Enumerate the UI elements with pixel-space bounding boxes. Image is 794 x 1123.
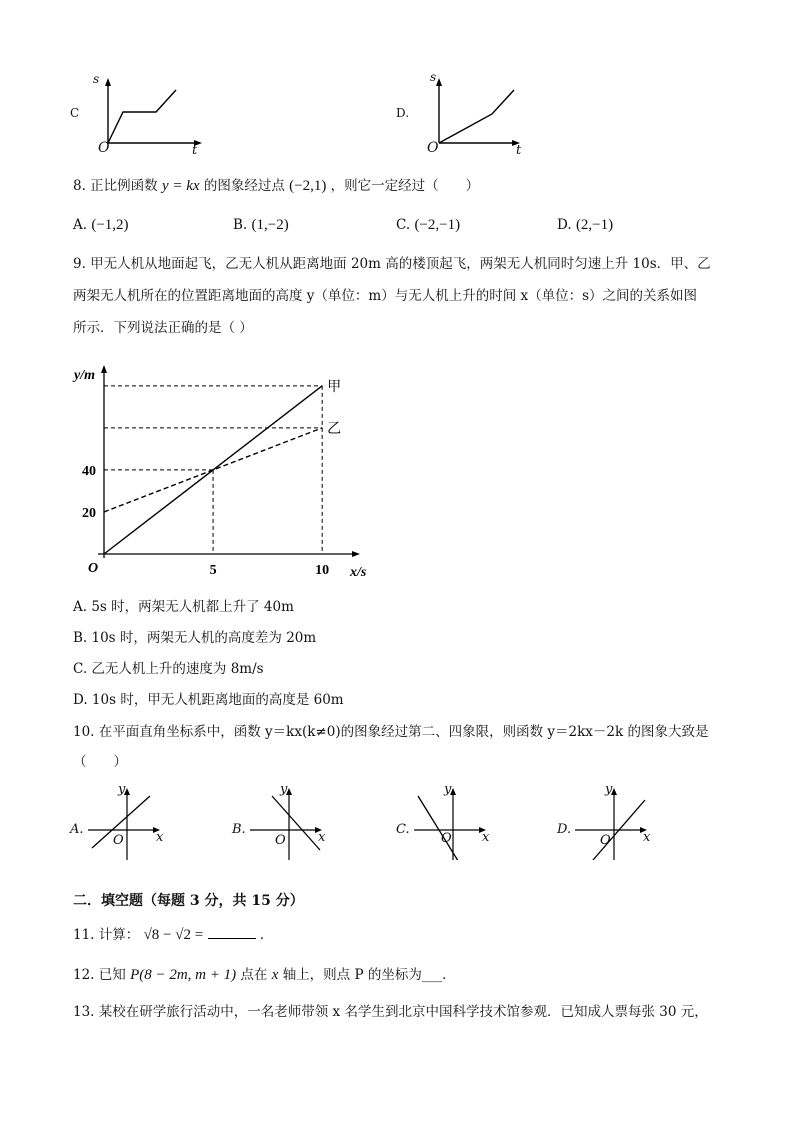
graph-d-xaxis: t [516, 143, 522, 158]
q8-option-b[interactable] [233, 217, 289, 234]
q8-option-d[interactable] [557, 217, 613, 234]
q12 [73, 966, 456, 984]
origin-label: O [88, 561, 99, 576]
q10-origin-label: O [441, 831, 452, 846]
q10-x-label: x [318, 830, 326, 845]
q9-line-3: 所示．下列说法正确的是（ ） [73, 320, 253, 336]
q12-axis: x [271, 967, 279, 983]
y-tick-label: 40 [82, 463, 96, 479]
graph-c-origin: O [98, 140, 110, 156]
q10-x-label: x [482, 830, 490, 845]
q12-suffix: 轴上，则点 P 的坐标为___． [282, 967, 456, 983]
q9-line-1: 9. 甲无人机从地面起飞，乙无人机从距离地面 20m 高的楼顶起飞，两架无人机同时匀速上升 10s．甲、乙 [73, 256, 711, 272]
q12-point: P(8 − 2m, m + 1) [130, 967, 237, 983]
q11 [73, 926, 273, 944]
q10-option-letter: B. [232, 822, 246, 837]
q8-stem [73, 177, 479, 195]
graph-c-xaxis: t [192, 143, 198, 158]
q10-x-label: x [643, 830, 651, 845]
graph-d [396, 70, 546, 160]
q13-line-1: 13. 某校在研学旅行活动中，一名老师带领 x 名学生到北京中国科学技术馆参观．已知成人票每张 30 元， [73, 1004, 708, 1020]
q8-point: (−2,1) [289, 178, 327, 194]
q10-option-a[interactable] [70, 780, 180, 860]
q8-option-c[interactable] [396, 217, 460, 234]
q11-expr: √8 − √2 = [143, 927, 204, 943]
q8-option-value: (2,−1) [575, 217, 614, 233]
q11-blank[interactable] [208, 926, 256, 939]
q10-y-label: y [118, 782, 126, 797]
q12-mid: 点在 [240, 967, 268, 983]
q8-option-letter: D. [557, 217, 572, 233]
q9-option-d[interactable]: D. 10s 时，甲无人机距离地面的高度是 60m [73, 692, 344, 708]
q10-line-2: （ ） [73, 754, 127, 770]
q10-option-letter: D. [557, 822, 572, 837]
q12-prefix: 12. 已知 [73, 967, 126, 983]
graph-c [68, 70, 218, 160]
q8-option-a[interactable] [73, 217, 129, 234]
graph-d-origin: O [427, 140, 439, 156]
q11-suffix: ． [259, 927, 274, 943]
q10-y-label: y [280, 782, 288, 797]
graph-d-svg [396, 70, 546, 160]
q8-option-letter: C. [396, 217, 411, 233]
q10-option-letter: A. [70, 822, 84, 837]
q8-suffix: ，则它一定经过（ ） [330, 178, 480, 194]
q10-line-1: 10. 在平面直角坐标系中，函数 y＝kx(k≠0)的图象经过第二、四象限，则函数 y＝2kx－2k 的图象大致是 [73, 724, 709, 740]
q9-option-a[interactable]: A. 5s 时，两架无人机都上升了 40m [73, 599, 294, 615]
y-axis-arrow [101, 365, 107, 373]
q10-origin-label: O [600, 833, 611, 848]
q9-option-b[interactable]: B. 10s 时，两架无人机的高度差为 20m [73, 630, 317, 646]
graph-d-yaxis: s [430, 70, 437, 84]
q10-option-b[interactable] [232, 780, 342, 860]
series-label-乙: 乙 [327, 421, 342, 437]
q11-prefix: 11. 计算： [73, 927, 140, 943]
graph-c-yaxis: s [93, 72, 100, 86]
q8-func: y = kx [161, 178, 200, 194]
q9-line-2: 两架无人机所在的位置距离地面的高度 y（单位：m）与无人机上升的时间 x（单位：s）之间的关系如图 [73, 288, 698, 304]
q8-option-value: (−1,2) [91, 217, 129, 233]
x-tick-label: 5 [209, 563, 217, 578]
y-tick-label: 20 [82, 505, 96, 521]
x-tick-label: 10 [315, 563, 330, 578]
q10-option-letter: C. [396, 822, 410, 837]
graph-c-letter: C [70, 106, 80, 120]
q8-option-letter: B. [233, 217, 248, 233]
q10-option-d[interactable] [557, 780, 667, 860]
q10-option-c[interactable] [396, 780, 506, 860]
q8-option-value: (−2,−1) [414, 217, 461, 233]
q8-mid: 的图象经过点 [203, 178, 285, 194]
q10-y-label: y [444, 782, 452, 797]
y-axis-label: y/m [74, 368, 95, 383]
series-label-甲: 甲 [327, 379, 342, 395]
q10-x-label: x [156, 830, 164, 845]
q8-prefix: 8. 正比例函数 [73, 178, 158, 194]
q10-origin-label: O [113, 833, 124, 848]
x-axis-label: x/s [350, 565, 367, 580]
q8-option-letter: A. [73, 217, 88, 233]
q10-y-label: y [605, 782, 613, 797]
q9-chart [70, 357, 370, 587]
q9-option-c[interactable]: C. 乙无人机上升的速度为 8m/s [73, 661, 264, 677]
section-2-title: 二．填空题（每题 3 分，共 15 分） [73, 893, 304, 909]
q10-origin-label: O [275, 833, 286, 848]
q8-option-value: (1,−2) [251, 217, 289, 233]
x-axis-arrow [352, 551, 360, 557]
graph-d-letter: D. [396, 106, 410, 120]
